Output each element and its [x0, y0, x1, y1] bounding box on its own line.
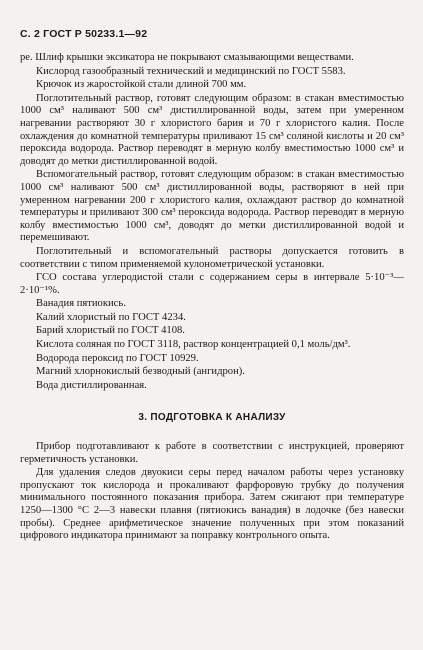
- document-body: [20, 52, 404, 544]
- paragraph: Для удаления следов двуокиси серы перед началом работы через установку пропускают ток кислорода и прокаливают фарфоровую трубку до получения минимального постоянного показания прибора. Затем сжигают при температуре 1250—1300 °С 2—3 навески плавня (пятиокись ванадия) в лодочке (без навески пробы). Среднее арифметическое значение полученных при этом показаний цифрового индикатора принимают за поправку контрольного опыта.: [20, 467, 404, 542]
- paragraph: Поглотительный и вспомогательный растворы допускается готовить в соответствии с типом применяемой кулонометрической установки.: [20, 245, 404, 270]
- paragraph: Крючок из жаростойкой стали длиной 700 мм.: [36, 79, 247, 91]
- list-item: Вода дистиллированная.: [36, 379, 147, 391]
- list-item: Кислота соляная по ГОСТ 3118, раствор концентрацией 0,1 моль/дм³.: [36, 339, 351, 351]
- list-item: Магний хлорнокислый безводный (ангидрон).: [36, 366, 245, 378]
- paragraph: Вспомогательный раствор, готовят следующим образом: в стакан вместимостью 1000 см³ наливают 500 см³ дистиллированной воды, растворяют в ней при умеренном нагревании 200 г хлористого калия, охлаждают раствор до комнатной температуры и приливают 300 см³ пероксида водорода. Раствор переводят в мерную колбу вместимостью 1000 см³, доводят до метки дистиллированной водой и перемешивают.: [20, 169, 404, 244]
- page-header: С. 2 ГОСТ Р 50233.1—92: [20, 28, 148, 40]
- paragraph: ГСО состава углеродистой стали с содержанием серы в интервале 5·10⁻³—2·10⁻¹%.: [20, 272, 404, 296]
- paragraph: Поглотительный раствор, готовят следующим образом: в стакан вместимостью 1000 см³ наливают 500 см³ дистиллированной воды, затем при умеренном нагревании растворяют 30 г хлористого бария и 70 г хлористого калия. После охлаждения до комнатной температуры приливают 15 см³ соляной кислоты и 20 см³ пероксида водорода. Раствор переводят в мерную колбу вместимостью 1000 см³ и доводят до метки дистиллированной водой.: [20, 92, 404, 167]
- list-item: Барий хлористый по ГОСТ 4108.: [36, 325, 185, 337]
- list-item: Калий хлористый по ГОСТ 4234.: [36, 311, 186, 323]
- paragraph: ре. Шлиф крышки эксикатора не покрывают смазывающими веществами.: [20, 52, 354, 63]
- section-title: 3. ПОДГОТОВКА К АНАЛИЗУ: [138, 412, 286, 424]
- paragraph: Прибор подготавливают к работе в соответствии с инструкцией, проверяют герметичность установки.: [20, 441, 404, 465]
- list-item: Ванадия пятиокись.: [36, 298, 126, 310]
- paragraph: Кислород газообразный технический и медицинский по ГОСТ 5583.: [36, 65, 346, 77]
- list-item: Водорода пероксид по ГОСТ 10929.: [36, 352, 199, 364]
